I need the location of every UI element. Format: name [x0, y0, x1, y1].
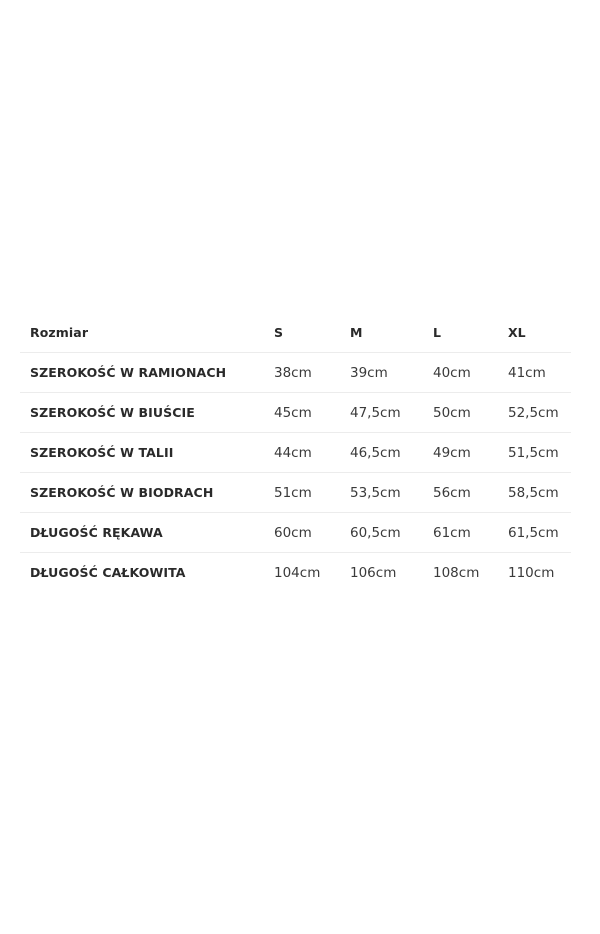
table-row	[20, 473, 571, 513]
cell-m: 106cm	[350, 564, 397, 581]
cell-l: 49cm	[433, 433, 508, 473]
table-header-row	[20, 313, 571, 353]
cell-s: 60cm	[274, 513, 350, 553]
cell-s: 45cm	[274, 393, 350, 433]
header-size-m: M	[350, 313, 433, 353]
row-label: DŁUGOŚĆ CAŁKOWITA	[30, 565, 186, 580]
cell-s: 38cm	[274, 353, 350, 393]
table-row	[20, 393, 571, 433]
cell-s: 104cm	[274, 564, 321, 581]
cell-l: 108cm	[433, 564, 480, 581]
cell-l: 61cm	[433, 513, 508, 553]
cell-xl: 58,5cm	[508, 473, 571, 513]
cell-xl: 110cm	[508, 564, 555, 581]
header-size-label: Rozmiar	[20, 313, 274, 353]
cell-s: 51cm	[274, 473, 350, 513]
row-label: SZEROKOŚĆ W RAMIONACH	[20, 353, 274, 393]
cell-m: 39cm	[350, 353, 433, 393]
cell-l: 50cm	[433, 393, 508, 433]
cell-m: 53,5cm	[350, 473, 433, 513]
header-size-l: L	[433, 313, 508, 353]
table-row	[20, 513, 571, 553]
row-label: SZEROKOŚĆ W BIODRACH	[20, 473, 274, 513]
cell-m: 60,5cm	[350, 513, 433, 553]
header-size-xl: XL	[508, 313, 571, 353]
cell-xl: 52,5cm	[508, 393, 571, 433]
table-row	[20, 553, 571, 593]
row-label: SZEROKOŚĆ W BIUŚCIE	[20, 393, 274, 433]
row-label: DŁUGOŚĆ RĘKAWA	[20, 513, 274, 553]
cell-m: 46,5cm	[350, 433, 433, 473]
cell-s: 44cm	[274, 433, 350, 473]
table-row	[20, 433, 571, 473]
row-label: SZEROKOŚĆ W TALII	[20, 433, 274, 473]
cell-xl: 51,5cm	[508, 433, 571, 473]
cell-l: 40cm	[433, 353, 508, 393]
cell-xl: 41cm	[508, 353, 571, 393]
cell-xl: 61,5cm	[508, 513, 571, 553]
table-row	[20, 353, 571, 393]
size-chart-table	[20, 313, 571, 592]
header-size-s: S	[274, 313, 350, 353]
cell-m: 47,5cm	[350, 393, 433, 433]
cell-l: 56cm	[433, 473, 508, 513]
